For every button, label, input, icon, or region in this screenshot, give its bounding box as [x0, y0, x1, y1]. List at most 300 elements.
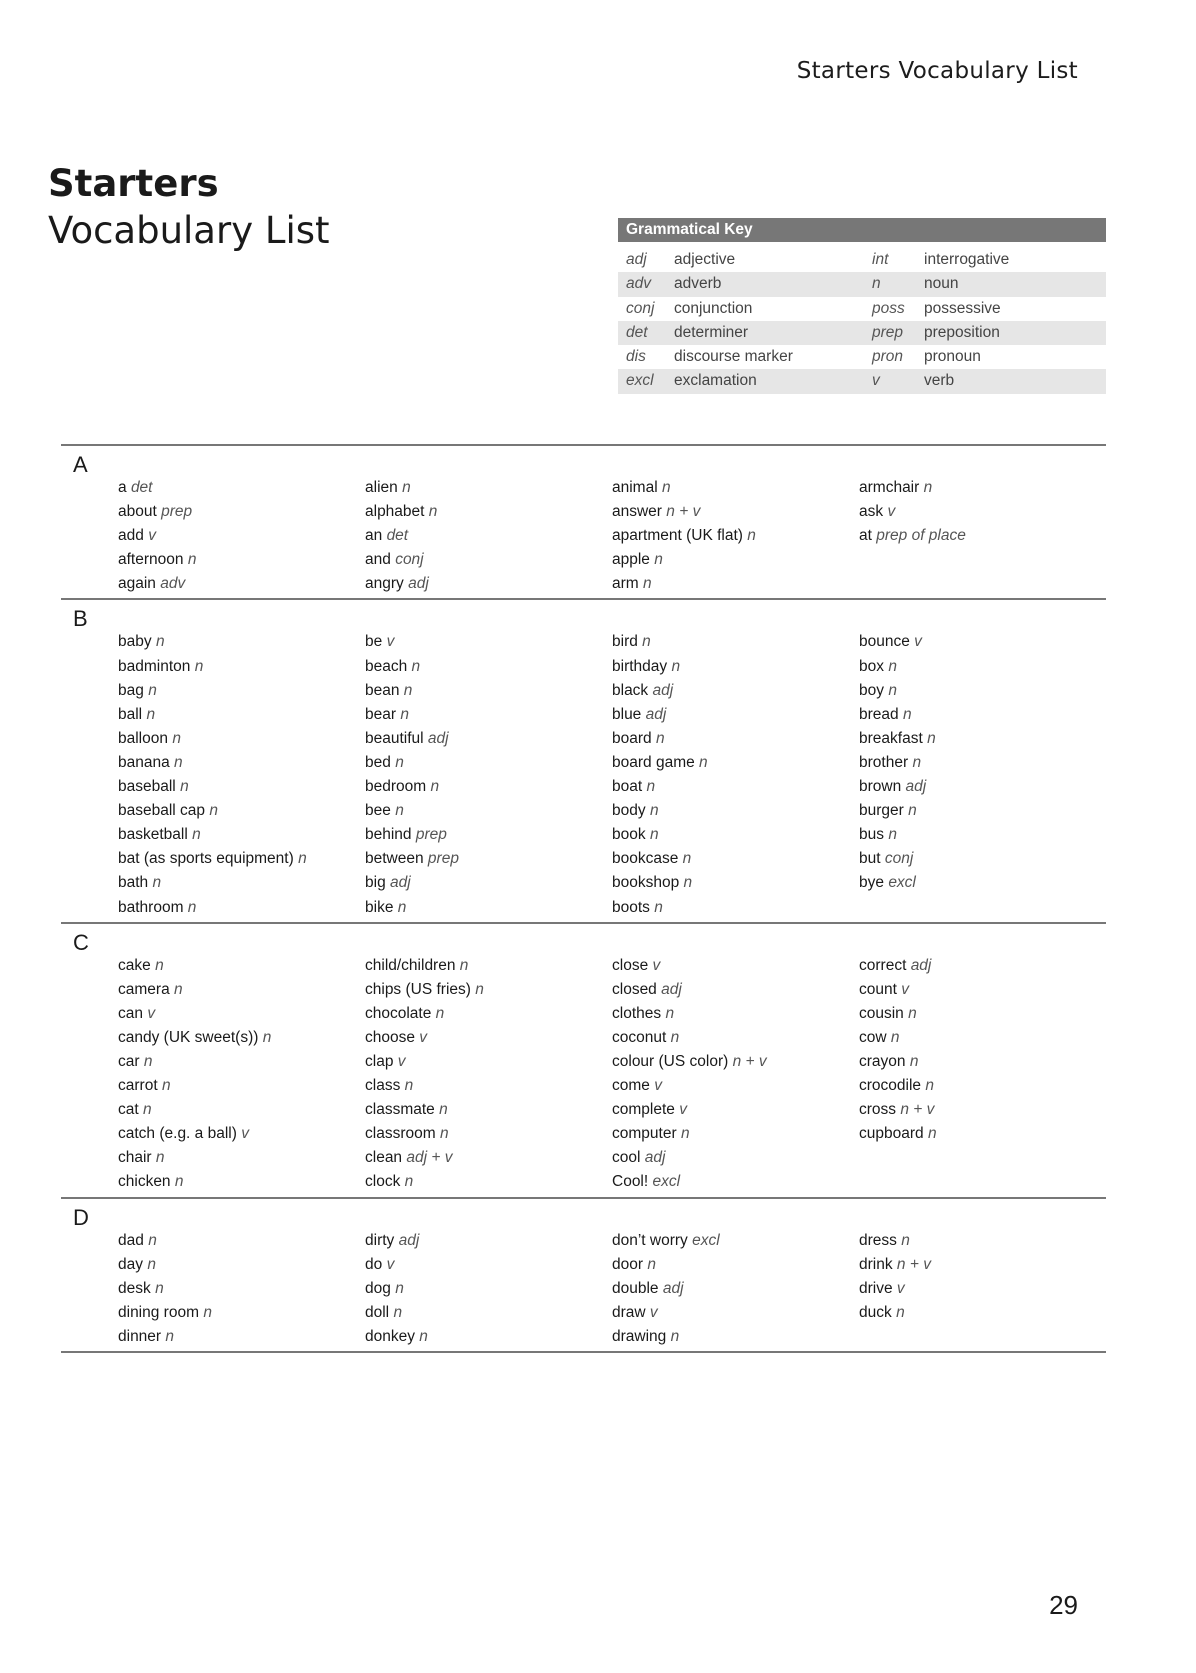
vocab-entry — [118, 1122, 365, 1146]
word-column — [365, 476, 612, 596]
vocab-entry — [365, 1074, 612, 1098]
vocab-word: dirty — [365, 1231, 395, 1249]
vocab-word: class — [365, 1077, 401, 1095]
part-of-speech: excl — [888, 874, 916, 892]
vocab-entry — [612, 1002, 859, 1026]
vocab-entry — [118, 751, 365, 775]
vocab-entry — [612, 1301, 859, 1325]
vocab-word: add — [118, 527, 144, 545]
vocab-entry — [859, 775, 1106, 799]
section-a — [61, 444, 1106, 598]
vocab-word: drive — [859, 1279, 893, 1297]
vocab-word: boots — [612, 898, 650, 916]
vocab-word: brown — [859, 778, 902, 796]
key-term: determiner — [674, 323, 749, 341]
vocab-word: chips (US fries) — [365, 980, 471, 998]
vocab-entry — [612, 524, 859, 548]
key-abbreviation: int — [872, 251, 889, 268]
vocab-word: come — [612, 1077, 650, 1095]
part-of-speech: n + v — [666, 503, 701, 521]
part-of-speech: prep — [415, 826, 447, 844]
vocab-entry — [859, 1229, 1106, 1253]
part-of-speech: n — [155, 956, 164, 974]
part-of-speech: n — [682, 850, 692, 868]
vocab-entry — [365, 548, 612, 572]
vocab-word: banana — [118, 753, 170, 771]
vocab-word: crocodile — [859, 1077, 922, 1095]
vocab-entry — [118, 1253, 365, 1277]
key-term: conjunction — [674, 299, 753, 317]
vocab-entry — [859, 703, 1106, 727]
vocab-word: bike — [365, 898, 394, 916]
vocab-entry — [612, 799, 859, 823]
key-abbreviation: excl — [626, 372, 654, 390]
vocab-entry — [365, 954, 612, 978]
key-abbreviation: prep — [872, 323, 904, 341]
part-of-speech: n — [654, 551, 663, 569]
vocab-entry — [612, 775, 859, 799]
part-of-speech: n — [655, 729, 665, 747]
running-head: Starters Vocabulary List — [796, 58, 1078, 84]
part-of-speech: n — [909, 1052, 919, 1070]
vocab-word: door — [612, 1255, 644, 1273]
part-of-speech: n — [192, 826, 201, 844]
vocab-word: double — [612, 1279, 659, 1297]
part-of-speech: n — [262, 1028, 272, 1046]
vocab-word: alphabet — [365, 503, 425, 521]
part-of-speech: n — [400, 705, 409, 723]
grammatical-key-row — [618, 321, 1106, 345]
vocab-entry — [118, 500, 365, 524]
vocab-word: coconut — [612, 1028, 667, 1046]
key-abbreviation: v — [872, 372, 880, 390]
part-of-speech: v — [914, 633, 922, 651]
part-of-speech: adj — [910, 956, 932, 974]
part-of-speech: n — [439, 1125, 449, 1143]
vocab-entry — [612, 871, 859, 895]
vocab-entry — [118, 1146, 365, 1170]
vocab-entry — [365, 1026, 612, 1050]
vocab-entry — [118, 1325, 365, 1349]
vocab-entry — [612, 1074, 859, 1098]
part-of-speech: n — [439, 1101, 448, 1119]
vocab-word: afternoon — [118, 551, 184, 569]
vocab-word: be — [365, 633, 383, 651]
vocab-entry — [118, 1026, 365, 1050]
vocab-entry — [859, 1026, 1106, 1050]
vocab-entry — [365, 524, 612, 548]
title-main: Starters — [48, 162, 219, 205]
vocab-entry — [365, 871, 612, 895]
vocab-entry — [365, 1253, 612, 1277]
vocab-entry — [859, 1074, 1106, 1098]
part-of-speech: adj — [661, 980, 682, 998]
vocab-word: catch (e.g. a ball) — [118, 1125, 237, 1143]
part-of-speech: n — [395, 802, 404, 820]
vocab-entry — [118, 630, 365, 654]
vocab-entry — [365, 703, 612, 727]
vocab-entry — [612, 823, 859, 847]
grammatical-key-row — [618, 248, 1106, 272]
vocab-entry — [859, 1002, 1106, 1026]
part-of-speech: n — [143, 1101, 152, 1119]
part-of-speech: n — [643, 575, 652, 593]
vocab-word: board game — [612, 753, 695, 771]
vocab-entry — [365, 1229, 612, 1253]
vocab-entry — [365, 500, 612, 524]
word-column — [859, 954, 1106, 1195]
vocab-entry — [118, 1229, 365, 1253]
section-columns — [61, 954, 1106, 1197]
vocab-word: armchair — [859, 479, 920, 496]
section-letter: D — [73, 1204, 89, 1230]
vocabulary-list — [61, 444, 1106, 1353]
part-of-speech: n — [155, 633, 165, 651]
vocab-entry — [365, 1146, 612, 1170]
key-abbreviation: pron — [872, 348, 904, 366]
vocab-word: dog — [365, 1279, 391, 1297]
vocab-entry — [612, 1277, 859, 1301]
word-column — [859, 630, 1106, 919]
part-of-speech: v — [419, 1028, 428, 1046]
part-of-speech: n + v — [732, 1052, 767, 1070]
vocab-entry — [118, 524, 365, 548]
vocab-entry — [365, 679, 612, 703]
vocab-word: apple — [612, 551, 650, 569]
vocab-word: bedroom — [365, 778, 427, 796]
part-of-speech: prep — [161, 503, 193, 521]
part-of-speech: n — [670, 1327, 680, 1345]
part-of-speech: n — [908, 802, 917, 820]
vocab-word: but — [859, 850, 881, 868]
vocab-word: classmate — [365, 1101, 435, 1119]
vocab-word: closed — [612, 980, 657, 998]
key-term: preposition — [924, 323, 1000, 341]
vocab-word: blue — [612, 705, 642, 723]
vocab-entry — [859, 500, 1106, 524]
vocab-entry — [365, 751, 612, 775]
part-of-speech: v — [887, 503, 896, 521]
part-of-speech: n — [896, 1303, 905, 1321]
vocab-word: Cool! — [612, 1173, 649, 1191]
vocab-entry — [859, 630, 1106, 654]
vocab-entry — [118, 978, 365, 1002]
vocab-word: answer — [612, 503, 662, 521]
vocab-entry — [612, 727, 859, 751]
part-of-speech: n — [203, 1303, 212, 1321]
section-columns — [61, 1229, 1106, 1351]
key-term: interrogative — [924, 251, 1010, 268]
vocab-word: baseball — [118, 778, 176, 796]
part-of-speech: n — [747, 527, 756, 545]
vocab-word: beautiful — [365, 729, 424, 747]
vocab-word: book — [612, 826, 646, 844]
part-of-speech: adj — [427, 729, 449, 747]
vocab-word: bath — [118, 874, 149, 892]
vocab-entry — [859, 1122, 1106, 1146]
vocab-word: behind — [365, 826, 412, 844]
part-of-speech: v — [147, 1004, 156, 1022]
key-abbreviation: adj — [626, 251, 647, 268]
vocab-word: clean — [365, 1149, 403, 1167]
part-of-speech: v — [397, 1052, 406, 1070]
part-of-speech: adj + v — [406, 1149, 453, 1167]
vocab-word: bee — [365, 802, 391, 820]
part-of-speech: adv — [160, 575, 186, 593]
vocab-word: about — [118, 503, 157, 521]
key-term: adverb — [674, 275, 722, 293]
vocab-word: cat — [118, 1101, 139, 1119]
vocab-word: donkey — [365, 1327, 415, 1345]
part-of-speech: n — [890, 1028, 900, 1046]
key-abbreviation: conj — [626, 299, 655, 317]
vocab-entry — [365, 655, 612, 679]
vocab-word: baby — [118, 633, 152, 651]
part-of-speech: det — [130, 479, 153, 496]
vocab-word: board — [612, 729, 652, 747]
vocab-word: basketball — [118, 826, 188, 844]
vocab-entry — [612, 500, 859, 524]
part-of-speech: n — [475, 980, 484, 998]
part-of-speech: n — [404, 1173, 414, 1191]
section-columns — [61, 476, 1106, 598]
grammatical-key-row — [618, 369, 1106, 393]
part-of-speech: excl — [692, 1231, 720, 1249]
key-abbreviation: det — [626, 323, 648, 341]
vocab-word: cousin — [859, 1004, 904, 1022]
vocab-word: colour (US color) — [612, 1052, 729, 1070]
part-of-speech: adj — [905, 778, 927, 796]
vocab-word: cool — [612, 1149, 641, 1167]
vocab-entry — [118, 847, 365, 871]
vocab-word: drink — [859, 1255, 893, 1273]
key-abbreviation: n — [872, 275, 881, 293]
part-of-speech: n — [187, 898, 197, 916]
part-of-speech: n — [172, 729, 181, 747]
vocab-entry — [612, 751, 859, 775]
vocab-entry — [859, 655, 1106, 679]
vocab-entry — [365, 727, 612, 751]
part-of-speech: v — [896, 1279, 905, 1297]
vocab-word: choose — [365, 1028, 415, 1046]
vocab-entry — [859, 978, 1106, 1002]
vocab-word: bread — [859, 705, 899, 723]
vocab-entry — [118, 727, 365, 751]
vocab-entry — [365, 1122, 612, 1146]
vocab-word: at — [859, 527, 872, 545]
vocab-entry — [612, 572, 859, 596]
word-column — [365, 1229, 612, 1349]
vocab-word: alien — [365, 479, 398, 496]
part-of-speech: n — [174, 980, 183, 998]
vocab-entry — [118, 954, 365, 978]
vocab-word: big — [365, 874, 386, 892]
vocab-word: child/children — [365, 956, 456, 974]
title-sub: Vocabulary List — [48, 209, 330, 252]
vocab-entry — [859, 476, 1106, 500]
vocab-entry — [118, 572, 365, 596]
part-of-speech: n — [459, 956, 469, 974]
part-of-speech: excl — [652, 1173, 681, 1191]
part-of-speech: adj — [408, 575, 429, 593]
vocab-word: box — [859, 657, 884, 675]
vocab-entry — [118, 1002, 365, 1026]
part-of-speech: n — [148, 681, 157, 699]
section-b — [61, 598, 1106, 921]
vocab-entry — [365, 630, 612, 654]
key-term: discourse marker — [674, 348, 793, 366]
vocab-entry — [612, 1229, 859, 1253]
section-c — [61, 922, 1106, 1197]
part-of-speech: n — [194, 657, 204, 675]
vocab-entry — [365, 1301, 612, 1325]
part-of-speech: n — [155, 1149, 165, 1167]
vocab-word: dining room — [118, 1303, 199, 1321]
vocab-entry — [365, 1325, 612, 1349]
vocab-entry — [612, 1325, 859, 1349]
part-of-speech: n — [155, 1279, 164, 1297]
vocab-entry — [612, 476, 859, 500]
vocab-word: bye — [859, 874, 884, 892]
vocab-entry — [859, 823, 1106, 847]
vocab-entry — [859, 847, 1106, 871]
part-of-speech: n — [161, 1077, 171, 1095]
part-of-speech: v — [652, 956, 661, 974]
vocab-word: doll — [365, 1303, 390, 1321]
word-column — [612, 476, 859, 596]
part-of-speech: n — [174, 753, 183, 771]
vocab-word: carrot — [118, 1077, 158, 1095]
key-abbreviation: poss — [872, 299, 905, 317]
vocab-word: an — [365, 527, 383, 545]
grammatical-key — [618, 218, 1106, 394]
vocab-entry — [365, 1002, 612, 1026]
vocab-entry — [118, 1301, 365, 1325]
part-of-speech: n — [649, 826, 659, 844]
vocab-word: apartment (UK flat) — [612, 527, 743, 545]
part-of-speech: n — [680, 1125, 690, 1143]
vocab-word: animal — [612, 479, 658, 496]
vocab-entry — [859, 524, 1106, 548]
vocab-entry — [612, 1253, 859, 1277]
vocab-entry — [365, 1170, 612, 1194]
vocab-entry — [118, 1098, 365, 1122]
vocab-entry — [612, 896, 859, 920]
part-of-speech: n — [403, 681, 413, 699]
part-of-speech: n + v — [900, 1101, 935, 1119]
vocab-entry — [612, 1122, 859, 1146]
part-of-speech: n — [649, 802, 659, 820]
part-of-speech: n — [152, 874, 162, 892]
vocab-entry — [118, 775, 365, 799]
part-of-speech: adj — [645, 705, 667, 723]
part-of-speech: n — [395, 753, 404, 771]
vocab-word: cross — [859, 1101, 897, 1119]
part-of-speech: conj — [395, 551, 424, 569]
vocab-word: close — [612, 956, 649, 974]
part-of-speech: n — [654, 898, 663, 916]
page-title — [48, 162, 330, 256]
part-of-speech: n — [661, 479, 671, 496]
part-of-speech: n — [187, 551, 197, 569]
vocab-word: drawing — [612, 1327, 667, 1345]
vocab-entry — [859, 1301, 1106, 1325]
vocab-word: count — [859, 980, 897, 998]
part-of-speech: conj — [884, 850, 914, 868]
vocab-word: black — [612, 681, 649, 699]
vocab-entry — [859, 1277, 1106, 1301]
vocab-entry — [612, 1098, 859, 1122]
vocab-entry — [612, 1026, 859, 1050]
vocab-entry — [612, 1050, 859, 1074]
key-term: exclamation — [674, 372, 757, 390]
part-of-speech: n — [908, 1004, 917, 1022]
word-column — [612, 954, 859, 1195]
vocab-entry — [365, 896, 612, 920]
vocab-entry — [612, 630, 859, 654]
vocab-entry — [118, 896, 365, 920]
vocab-entry — [365, 799, 612, 823]
vocab-word: cake — [118, 956, 151, 974]
vocab-word: clothes — [612, 1004, 662, 1022]
vocab-entry — [859, 751, 1106, 775]
part-of-speech: n — [925, 1077, 934, 1095]
vocab-entry — [612, 847, 859, 871]
vocab-word: dad — [118, 1231, 144, 1249]
vocab-entry — [118, 655, 365, 679]
part-of-speech: n — [927, 1125, 937, 1143]
part-of-speech: det — [386, 527, 409, 545]
part-of-speech: v — [654, 1077, 662, 1095]
vocab-word: do — [365, 1255, 383, 1273]
section-columns — [61, 630, 1106, 921]
vocab-entry — [859, 1098, 1106, 1122]
part-of-speech: n — [642, 633, 651, 651]
vocab-word: bean — [365, 681, 400, 699]
vocab-entry — [859, 1050, 1106, 1074]
vocab-word: burger — [859, 802, 904, 820]
vocab-word: bookcase — [612, 850, 679, 868]
word-column — [118, 1229, 365, 1349]
vocab-word: ask — [859, 503, 884, 521]
vocab-entry — [859, 871, 1106, 895]
part-of-speech: prep of place — [876, 527, 966, 545]
part-of-speech: n — [902, 705, 912, 723]
vocab-word: bag — [118, 681, 144, 699]
vocab-word: dress — [859, 1231, 897, 1249]
part-of-speech: n — [647, 1255, 656, 1273]
vocab-entry — [118, 703, 365, 727]
part-of-speech: n — [901, 1231, 910, 1249]
vocab-entry — [859, 679, 1106, 703]
part-of-speech: prep — [427, 850, 459, 868]
part-of-speech: n — [912, 753, 922, 771]
word-column — [365, 630, 612, 919]
part-of-speech: n — [430, 778, 440, 796]
part-of-speech: n — [143, 1052, 153, 1070]
vocab-word: angry — [365, 575, 404, 593]
vocab-entry — [118, 1277, 365, 1301]
vocab-entry — [365, 1050, 612, 1074]
vocab-word: car — [118, 1052, 140, 1070]
vocab-word: don’t worry — [612, 1231, 688, 1249]
part-of-speech: n — [670, 1028, 680, 1046]
part-of-speech: v — [901, 980, 909, 998]
vocab-word: a — [118, 479, 127, 496]
vocab-word: chocolate — [365, 1004, 432, 1022]
vocab-word: and — [365, 551, 391, 569]
part-of-speech: adj — [652, 681, 674, 699]
